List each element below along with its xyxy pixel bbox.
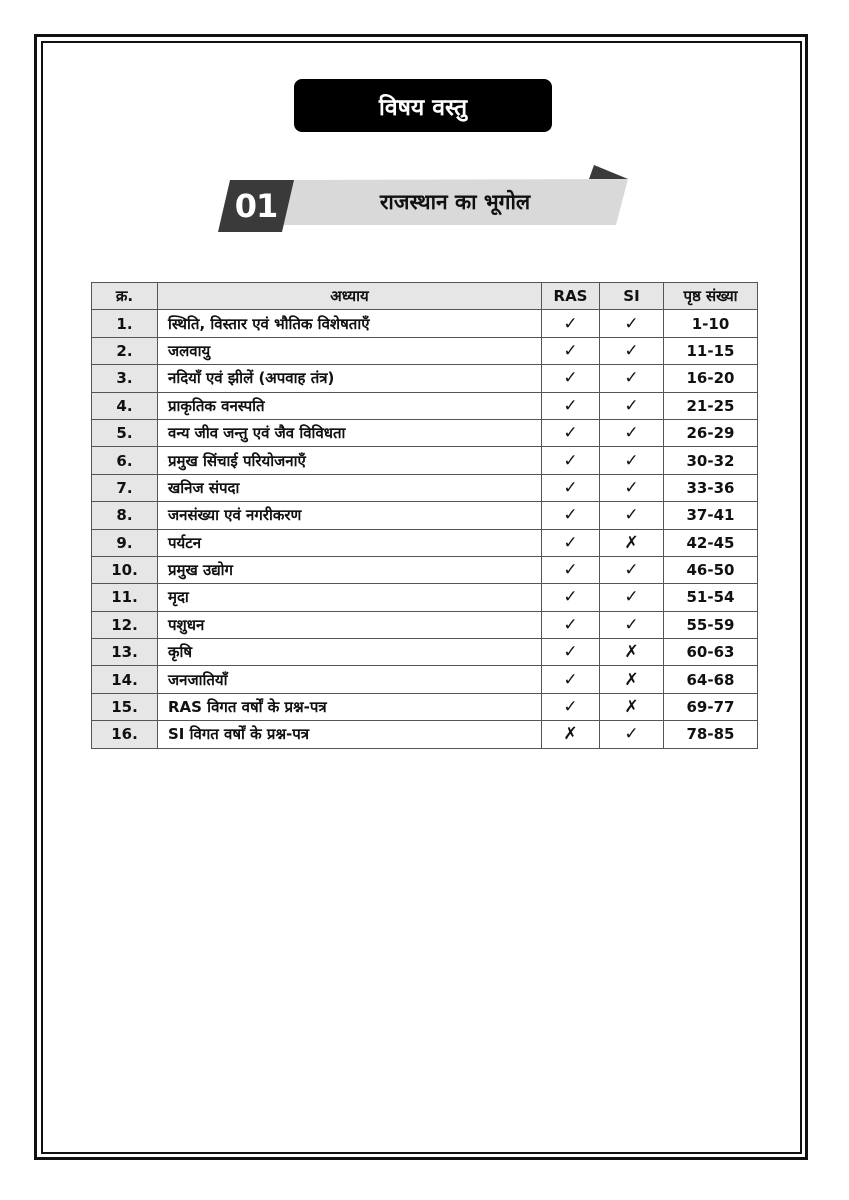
header-chapter: अध्याय <box>158 283 542 310</box>
si-mark: ✗ <box>600 529 664 556</box>
table-header-row <box>92 283 758 310</box>
chapter-name: SI विगत वर्षों के प्रश्न-पत्र <box>158 721 542 748</box>
si-mark: ✓ <box>600 584 664 611</box>
si-mark: ✓ <box>600 556 664 583</box>
table-row <box>92 474 758 501</box>
si-mark: ✓ <box>600 611 664 638</box>
page-range: 30-32 <box>664 447 758 474</box>
si-mark: ✓ <box>600 310 664 337</box>
table-row <box>92 639 758 666</box>
ras-mark: ✓ <box>542 392 600 419</box>
table-row <box>92 337 758 364</box>
serial-number: 10. <box>92 556 158 583</box>
si-mark: ✓ <box>600 392 664 419</box>
page-range: 26-29 <box>664 419 758 446</box>
ras-mark: ✓ <box>542 556 600 583</box>
page-range: 1-10 <box>664 310 758 337</box>
page-range: 16-20 <box>664 365 758 392</box>
table-row <box>92 447 758 474</box>
table-body <box>92 310 758 748</box>
ras-mark: ✓ <box>542 419 600 446</box>
serial-number: 13. <box>92 639 158 666</box>
chapter-name: RAS विगत वर्षों के प्रश्न-पत्र <box>158 693 542 720</box>
si-mark: ✗ <box>600 693 664 720</box>
table-row <box>92 721 758 748</box>
table-row <box>92 611 758 638</box>
table-row <box>92 584 758 611</box>
chapter-name: जलवायु <box>158 337 542 364</box>
serial-number: 16. <box>92 721 158 748</box>
contents-table <box>91 282 758 749</box>
ras-mark: ✓ <box>542 502 600 529</box>
chapter-title: राजस्थान का भूगोल <box>379 190 531 214</box>
ras-mark: ✓ <box>542 639 600 666</box>
chapter-name: पशुधन <box>158 611 542 638</box>
serial-number: 3. <box>92 365 158 392</box>
chapter-name: कृषि <box>158 639 542 666</box>
chapter-name: पर्यटन <box>158 529 542 556</box>
page-range: 21-25 <box>664 392 758 419</box>
serial-number: 1. <box>92 310 158 337</box>
table-row <box>92 693 758 720</box>
page-range: 51-54 <box>664 584 758 611</box>
si-mark: ✓ <box>600 474 664 501</box>
si-mark: ✓ <box>600 419 664 446</box>
ras-mark: ✗ <box>542 721 600 748</box>
table-row <box>92 365 758 392</box>
page-range: 69-77 <box>664 693 758 720</box>
ras-mark: ✓ <box>542 310 600 337</box>
si-mark: ✗ <box>600 639 664 666</box>
serial-number: 12. <box>92 611 158 638</box>
serial-number: 8. <box>92 502 158 529</box>
ras-mark: ✓ <box>542 365 600 392</box>
serial-number: 4. <box>92 392 158 419</box>
si-mark: ✗ <box>600 666 664 693</box>
ras-mark: ✓ <box>542 666 600 693</box>
page-range: 60-63 <box>664 639 758 666</box>
ras-mark: ✓ <box>542 584 600 611</box>
header-pages: पृष्ठ संख्या <box>664 283 758 310</box>
si-mark: ✓ <box>600 721 664 748</box>
chapter-name: प्रमुख उद्योग <box>158 556 542 583</box>
serial-number: 15. <box>92 693 158 720</box>
table-row <box>92 556 758 583</box>
table-row <box>92 392 758 419</box>
table-row <box>92 666 758 693</box>
page-range: 46-50 <box>664 556 758 583</box>
ras-mark: ✓ <box>542 529 600 556</box>
serial-number: 2. <box>92 337 158 364</box>
ras-mark: ✓ <box>542 337 600 364</box>
ras-mark: ✓ <box>542 447 600 474</box>
serial-number: 5. <box>92 419 158 446</box>
table-row <box>92 310 758 337</box>
table-row <box>92 529 758 556</box>
header-serial: क्र. <box>92 283 158 310</box>
serial-number: 6. <box>92 447 158 474</box>
page-range: 37-41 <box>664 502 758 529</box>
header-si: SI <box>600 283 664 310</box>
ras-mark: ✓ <box>542 474 600 501</box>
table-row <box>92 502 758 529</box>
chapter-name: जनसंख्या एवं नगरीकरण <box>158 502 542 529</box>
ras-mark: ✓ <box>542 611 600 638</box>
contents-title <box>294 79 552 132</box>
chapter-name: खनिज संपदा <box>158 474 542 501</box>
header-ras: RAS <box>542 283 600 310</box>
si-mark: ✓ <box>600 337 664 364</box>
serial-number: 14. <box>92 666 158 693</box>
chapter-number: 01 <box>234 187 278 225</box>
page-range: 55-59 <box>664 611 758 638</box>
chapter-name: जनजातियाँ <box>158 666 542 693</box>
page-range: 78-85 <box>664 721 758 748</box>
chapter-name: प्राकृतिक वनस्पति <box>158 392 542 419</box>
page-range: 64-68 <box>664 666 758 693</box>
si-mark: ✓ <box>600 502 664 529</box>
page-range: 42-45 <box>664 529 758 556</box>
si-mark: ✓ <box>600 365 664 392</box>
serial-number: 7. <box>92 474 158 501</box>
contents-title-text: विषय वस्तु <box>378 94 468 121</box>
page-range: 33-36 <box>664 474 758 501</box>
serial-number: 9. <box>92 529 158 556</box>
chapter-name: प्रमुख सिंचाई परियोजनाएँ <box>158 447 542 474</box>
chapter-name: मृदा <box>158 584 542 611</box>
chapter-name: वन्य जीव जन्तु एवं जैव विविधता <box>158 419 542 446</box>
si-mark: ✓ <box>600 447 664 474</box>
page-range: 11-15 <box>664 337 758 364</box>
ras-mark: ✓ <box>542 693 600 720</box>
table-row <box>92 419 758 446</box>
chapter-name: नदियाँ एवं झीलें (अपवाह तंत्र) <box>158 365 542 392</box>
serial-number: 11. <box>92 584 158 611</box>
chapter-name: स्थिति, विस्तार एवं भौतिक विशेषताएँ <box>158 310 542 337</box>
